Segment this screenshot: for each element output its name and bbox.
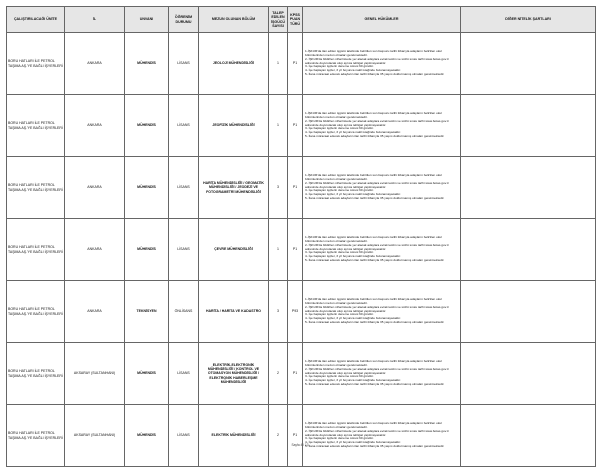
job-listing-table	[6, 6, 596, 467]
table-row	[7, 219, 596, 281]
table-row	[7, 281, 596, 343]
cell-unit: BORU HATLARI İLE PETROL TAŞIMA AŞ.'YE BAĞLI İŞYERLERİ	[7, 95, 65, 157]
cell-kpss: P93	[288, 281, 303, 343]
cell-education: LİSANS	[169, 157, 199, 219]
cell-general: 1-İŞKUR'da ilan edilen işgücü talebinde belirtilen son başvuru tarihi itibarıyla adayların belirtilen okul bölümlerinden mezun olmaları gerekmektedir. 2- İŞKUR'da bildirilen nihai listede yer alacak adaylara evrak teslim ve sözlü sınav tarihi www.botas.gov.tr adresinde duyurulacak olup ayrıca tebligat yapılmayacaktır. 3- İşe başlayan işçilerin deneme süresi 60 gündür. 4- İşe başlayan işçiler, 3 yıl boyunca nakil isteğinde bulunamayacaktır. 5- İlana müracaat edecek adayların ilan tarihi itibarıyla 35 yaşını doldurmamış olmaları gerekmektedir.	[303, 343, 461, 405]
cell-kpss: P1	[288, 343, 303, 405]
header-department: MEZUN OLUNAN BÖLÜM	[199, 7, 269, 33]
cell-kpss: P1	[288, 219, 303, 281]
cell-unit: BORU HATLARI İLE PETROL TAŞIMA AŞ.'YE BAĞLI İŞYERLERİ	[7, 405, 65, 467]
cell-count: 1	[269, 33, 288, 95]
cell-other	[461, 157, 596, 219]
cell-title: MÜHENDİS	[125, 157, 169, 219]
cell-other	[461, 281, 596, 343]
cell-department: HARİTA MÜHENDİSLİĞİ / GEOMATİK MÜHENDİSLİĞİ / JEODEZİ VE FOTOGRAMETRİ MÜHENDİSLİĞİ	[199, 157, 269, 219]
cell-city: ANKARA	[65, 219, 125, 281]
cell-other	[461, 343, 596, 405]
cell-other	[461, 405, 596, 467]
cell-general: 1-İŞKUR'da ilan edilen işgücü talebinde belirtilen son başvuru tarihi itibarıyla adayların belirtilen okul bölümlerinden mezun olmaları gerekmektedir. 2- İŞKUR'da bildirilen nihai listede yer alacak adaylara evrak teslim ve sözlü sınav tarihi www.botas.gov.tr adresinde duyurulacak olup ayrıca tebligat yapılmayacaktır. 3- İşe başlayan işçilerin deneme süresi 60 gündür. 4- İşe başlayan işçiler, 3 yıl boyunca nakil isteğinde bulunamayacaktır. 5- İlana müracaat edecek adayların ilan tarihi itibarıyla 35 yaşını doldurmamış olmaları gerekmektedir.	[303, 95, 461, 157]
cell-other	[461, 95, 596, 157]
header-general: GENEL HÜKÜMLER	[303, 7, 461, 33]
cell-city: AKSARAY (SULTANHANI)	[65, 405, 125, 467]
cell-count: 3	[269, 157, 288, 219]
cell-kpss: P1	[288, 157, 303, 219]
cell-general: 1-İŞKUR'da ilan edilen işgücü talebinde belirtilen son başvuru tarihi itibarıyla adayların belirtilen okul bölümlerinden mezun olmaları gerekmektedir. 2- İŞKUR'da bildirilen nihai listede yer alacak adaylara evrak teslim ve sözlü sınav tarihi www.botas.gov.tr adresinde duyurulacak olup ayrıca tebligat yapılmayacaktır. 3- İşe başlayan işçilerin deneme süresi 60 gündür. 4- İşe başlayan işçiler, 3 yıl boyunca nakil isteğinde bulunamayacaktır. 5- İlana müracaat edecek adayların ilan tarihi itibarıyla 35 yaşını doldurmamış olmaları gerekmektedir.	[303, 281, 461, 343]
cell-title: MÜHENDİS	[125, 95, 169, 157]
table-row	[7, 157, 596, 219]
cell-other	[461, 219, 596, 281]
cell-count: 2	[269, 405, 288, 467]
table-row	[7, 33, 596, 95]
header-count: TALEP EDİLEN İŞGÜCÜ SAYISI	[269, 7, 288, 33]
cell-unit: BORU HATLARI İLE PETROL TAŞIMA AŞ.'YE BAĞLI İŞYERLERİ	[7, 343, 65, 405]
cell-city: ANKARA	[65, 95, 125, 157]
cell-general: 1-İŞKUR'da ilan edilen işgücü talebinde belirtilen son başvuru tarihi itibarıyla adayların belirtilen okul bölümlerinden mezun olmaları gerekmektedir. 2- İŞKUR'da bildirilen nihai listede yer alacak adaylara evrak teslim ve sözlü sınav tarihi www.botas.gov.tr adresinde duyurulacak olup ayrıca tebligat yapılmayacaktır. 3- İşe başlayan işçilerin deneme süresi 60 gündür. 4- İşe başlayan işçiler, 3 yıl boyunca nakil isteğinde bulunamayacaktır. 5- İlana müracaat edecek adayların ilan tarihi itibarıyla 35 yaşını doldurmamış olmaları gerekmektedir.	[303, 33, 461, 95]
cell-title: MÜHENDİS	[125, 405, 169, 467]
table-row	[7, 343, 596, 405]
header-city: İL	[65, 7, 125, 33]
cell-education: LİSANS	[169, 95, 199, 157]
table-row	[7, 95, 596, 157]
cell-unit: BORU HATLARI İLE PETROL TAŞIMA AŞ.'YE BAĞLI İŞYERLERİ	[7, 219, 65, 281]
cell-education: LİSANS	[169, 343, 199, 405]
cell-count: 3	[269, 281, 288, 343]
cell-other	[461, 33, 596, 95]
cell-education: LİSANS	[169, 219, 199, 281]
cell-department: JEOLOJİ MÜHENDİSLİĞİ	[199, 33, 269, 95]
cell-education: LİSANS	[169, 33, 199, 95]
cell-education: ÖNLİSANS	[169, 281, 199, 343]
table-row	[7, 405, 596, 467]
cell-general: 1-İŞKUR'da ilan edilen işgücü talebinde belirtilen son başvuru tarihi itibarıyla adayların belirtilen okul bölümlerinden mezun olmaları gerekmektedir. 2- İŞKUR'da bildirilen nihai listede yer alacak adaylara evrak teslim ve sözlü sınav tarihi www.botas.gov.tr adresinde duyurulacak olup ayrıca tebligat yapılmayacaktır. 3- İşe başlayan işçilerin deneme süresi 60 gündür. 4- İşe başlayan işçiler, 3 yıl boyunca nakil isteğinde bulunamayacaktır. 5- İlana müracaat edecek adayların ilan tarihi itibarıyla 35 yaşını doldurmamış olmaları gerekmektedir.	[303, 157, 461, 219]
cell-count: 1	[269, 95, 288, 157]
cell-title: MÜHENDİS	[125, 219, 169, 281]
cell-department: HARİTA / HARİTA VE KADASTRO	[199, 281, 269, 343]
cell-department: ELEKTRİK MÜHENDİSLİĞİ	[199, 405, 269, 467]
cell-kpss: P1	[288, 33, 303, 95]
cell-city: ANKARA	[65, 33, 125, 95]
header-unit: ÇALIŞTIRILACAĞI ÜNİTE	[7, 7, 65, 33]
cell-title: MÜHENDİS	[125, 33, 169, 95]
cell-city: ANKARA	[65, 157, 125, 219]
page-number: Sayfa 4 / 13	[291, 443, 309, 447]
header-education: ÖĞRENİM DURUMU	[169, 7, 199, 33]
cell-general: 1-İŞKUR'da ilan edilen işgücü talebinde belirtilen son başvuru tarihi itibarıyla adayların belirtilen okul bölümlerinden mezun olmaları gerekmektedir. 2- İŞKUR'da bildirilen nihai listede yer alacak adaylara evrak teslim ve sözlü sınav tarihi www.botas.gov.tr adresinde duyurulacak olup ayrıca tebligat yapılmayacaktır. 3- İşe başlayan işçilerin deneme süresi 60 gündür. 4- İşe başlayan işçiler, 3 yıl boyunca nakil isteğinde bulunamayacaktır. 5- İlana müracaat edecek adayların ilan tarihi itibarıyla 35 yaşını doldurmamış olmaları gerekmektedir.	[303, 405, 461, 467]
cell-title: TEKNİSYEN	[125, 281, 169, 343]
header-title: UNVANI	[125, 7, 169, 33]
cell-kpss: P1	[288, 405, 303, 467]
header-kpss: KPSS PUAN TÜRÜ	[288, 7, 303, 33]
cell-department: ÇEVRE MÜHENDİSLİĞİ	[199, 219, 269, 281]
cell-unit: BORU HATLARI İLE PETROL TAŞIMA AŞ.'YE BAĞLI İŞYERLERİ	[7, 33, 65, 95]
header-other: DİĞER NİTELİK ŞARTLARI	[461, 7, 596, 33]
cell-unit: BORU HATLARI İLE PETROL TAŞIMA AŞ.'YE BAĞLI İŞYERLERİ	[7, 281, 65, 343]
cell-count: 1	[269, 219, 288, 281]
cell-title: MÜHENDİS	[125, 343, 169, 405]
cell-unit: BORU HATLARI İLE PETROL TAŞIMA AŞ.'YE BAĞLI İŞYERLERİ	[7, 157, 65, 219]
cell-kpss: P1	[288, 95, 303, 157]
cell-count: 2	[269, 343, 288, 405]
cell-education: LİSANS	[169, 405, 199, 467]
cell-general: 1-İŞKUR'da ilan edilen işgücü talebinde belirtilen son başvuru tarihi itibarıyla adayların belirtilen okul bölümlerinden mezun olmaları gerekmektedir. 2- İŞKUR'da bildirilen nihai listede yer alacak adaylara evrak teslim ve sözlü sınav tarihi www.botas.gov.tr adresinde duyurulacak olup ayrıca tebligat yapılmayacaktır. 3- İşe başlayan işçilerin deneme süresi 60 gündür. 4- İşe başlayan işçiler, 3 yıl boyunca nakil isteğinde bulunamayacaktır. 5- İlana müracaat edecek adayların ilan tarihi itibarıyla 35 yaşını doldurmamış olmaları gerekmektedir.	[303, 219, 461, 281]
cell-city: AKSARAY (SULTANHANI)	[65, 343, 125, 405]
cell-city: ANKARA	[65, 281, 125, 343]
cell-department: JEOFİZİK MÜHENDİSLİĞİ	[199, 95, 269, 157]
cell-department: ELEKTRİK-ELEKTRONİK MÜHENDİSLİĞİ / KONTROL VE OTOMASYON MÜHENDİSLİĞİ / ELEKTRONİK HABERLEŞME MÜHENDİSLİĞİ	[199, 343, 269, 405]
header-row	[7, 7, 596, 33]
